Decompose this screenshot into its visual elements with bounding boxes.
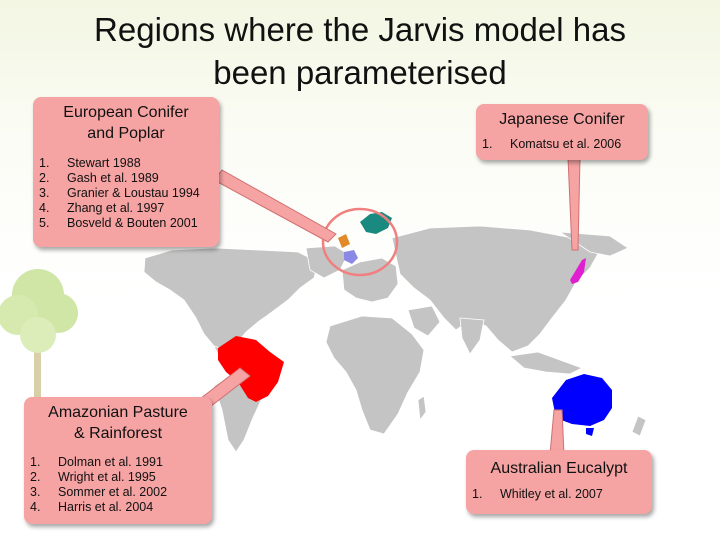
list-item: 4. Zhang et al. 1997 — [39, 201, 165, 215]
southeast-asia — [510, 352, 582, 374]
list-item: 3. Granier & Loustau 1994 — [39, 186, 200, 200]
title-line-1: Regions where the Jarvis model has — [94, 11, 626, 48]
europe-callout — [33, 97, 219, 247]
list-item: 4. Harris et al. 2004 — [30, 500, 154, 514]
western-europe-region — [338, 234, 350, 248]
list-item: 1. Dolman et al. 1991 — [30, 455, 163, 469]
madagascar — [418, 396, 426, 420]
australia-callout-heading: Australian Eucalypt — [490, 460, 628, 477]
list-item: 3. Sommer et al. 2002 — [30, 485, 168, 499]
australia-callout — [466, 450, 652, 514]
list-item: 2. Gash et al. 1989 — [39, 171, 159, 185]
new-zealand — [632, 416, 646, 436]
amazon-callout — [24, 397, 212, 524]
europe-reference-list — [33, 156, 219, 231]
list-item: 1. Whitley et al. 2007 — [472, 487, 603, 501]
australia-reference-list — [466, 487, 652, 502]
amazon-heading-line-1: Amazonian Pasture — [48, 404, 188, 421]
japan-callout-heading: Japanese Conifer — [499, 111, 625, 128]
europe-heading-line-1: European Conifer — [63, 104, 189, 121]
europe-heading-line-2: and Poplar — [87, 125, 165, 142]
africa — [326, 316, 424, 434]
australia-pointer — [550, 410, 564, 454]
arabia — [408, 306, 440, 336]
amazon-reference-list — [24, 455, 212, 515]
north-america — [144, 248, 318, 350]
france-region — [344, 250, 358, 264]
amazon-heading-line-2: & Rainforest — [73, 425, 163, 442]
title-line-2: been parameterised — [213, 54, 507, 91]
list-item: 2. Wright et al. 1995 — [30, 470, 156, 484]
amazon-callout-heading — [24, 397, 212, 444]
japan-callout — [476, 104, 648, 160]
list-item: 1. Stewart 1988 — [39, 156, 141, 170]
list-item: 5. Bosveld & Bouten 2001 — [39, 216, 198, 230]
list-item: 1. Komatsu et al. 2006 — [482, 137, 622, 151]
japan-reference-list — [476, 137, 648, 152]
tasmania-region — [586, 428, 594, 436]
india — [460, 318, 484, 354]
europe — [342, 258, 398, 302]
europe-callout-heading — [33, 97, 219, 144]
europe-pointer — [214, 170, 336, 242]
